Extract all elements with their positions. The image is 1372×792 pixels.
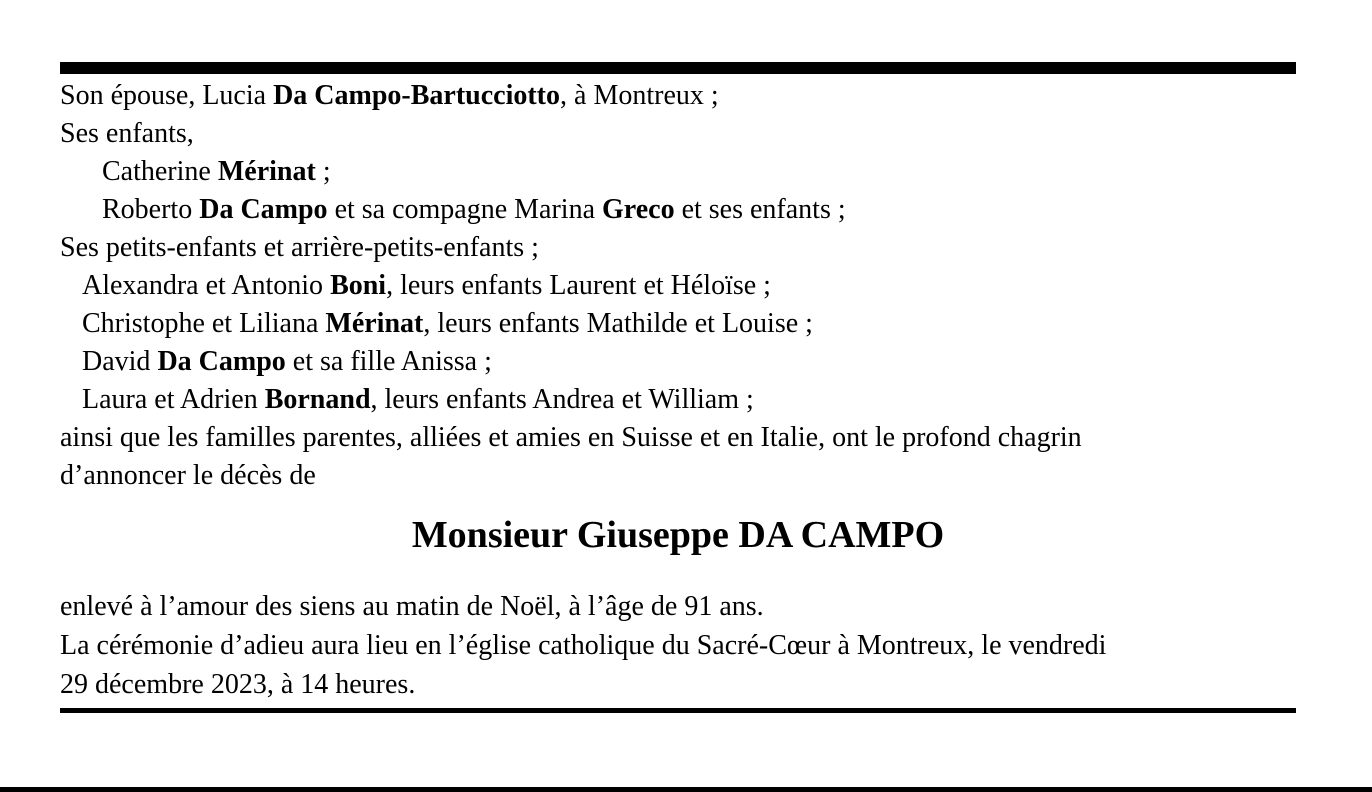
text-segment: Ses petits-enfants et arrière-petits-enfants ;	[60, 232, 539, 263]
text-segment: Roberto	[102, 194, 200, 225]
text-line	[60, 626, 1296, 665]
family-name-bold-segment: Boni	[330, 270, 387, 301]
text-segment: et sa compagne Marina	[327, 194, 603, 225]
text-segment: Alexandra et Antonio	[82, 270, 331, 301]
family-name-bold-segment: Greco	[602, 194, 675, 225]
family-name-bold-segment: Mérinat	[217, 156, 316, 187]
text-segment: Laura et Adrien	[82, 384, 265, 415]
text-segment: d’annoncer le décès de	[60, 460, 316, 491]
text-segment: , leurs enfants Andrea et William ;	[370, 384, 754, 415]
text-line	[60, 381, 1296, 419]
text-line	[60, 115, 1296, 153]
obituary-content	[60, 0, 1296, 713]
text-segment: David	[82, 346, 158, 377]
text-segment: Christophe et Liliana	[82, 308, 326, 339]
text-line	[60, 153, 1296, 191]
text-line	[60, 305, 1296, 343]
text-segment: Ses enfants,	[60, 118, 194, 149]
text-segment: et ses enfants ;	[674, 194, 846, 225]
text-segment: ainsi que les familles parentes, alliées et amies en Suisse et en Italie, ont le profond chagrin	[60, 422, 1082, 453]
family-name-bold-segment: Da Campo-Bartucciotto	[273, 80, 561, 111]
text-segment: Son épouse, Lucia	[60, 80, 274, 111]
text-segment: et sa fille Anissa ;	[285, 346, 492, 377]
family-name-bold-segment: Da Campo	[157, 346, 286, 377]
text-line	[60, 343, 1296, 381]
text-segment: , à Montreux ;	[560, 80, 719, 111]
top-rule	[60, 62, 1296, 74]
text-segment: La cérémonie d’adieu aura lieu en l’église catholique du Sacré-Cœur à Montreux, le vendredi	[60, 630, 1107, 661]
text-line	[60, 457, 1296, 495]
text-line	[60, 665, 1296, 704]
text-line	[60, 587, 1296, 626]
text-line	[60, 191, 1296, 229]
text-line	[60, 77, 1296, 115]
bottom-rule	[60, 708, 1296, 713]
text-segment: 29 décembre 2023, à 14 heures.	[60, 669, 416, 700]
text-segment: , leurs enfants Mathilde et Louise ;	[423, 308, 813, 339]
family-name-bold-segment: Bornand	[264, 384, 371, 415]
text-line	[60, 229, 1296, 267]
closing-text	[60, 587, 1296, 704]
text-line	[60, 419, 1296, 457]
family-name-bold-segment: Mérinat	[325, 308, 424, 339]
family-name-bold-segment: Da Campo	[199, 194, 328, 225]
text-segment: enlevé à l’amour des siens au matin de Noël, à l’âge de 91 ans.	[60, 591, 764, 622]
text-line	[60, 267, 1296, 305]
text-segment: , leurs enfants Laurent et Héloïse ;	[386, 270, 771, 301]
page-bottom-edge-bar	[0, 787, 1372, 792]
text-segment: ;	[315, 156, 331, 187]
text-segment: Catherine	[102, 156, 218, 187]
family-list	[60, 77, 1296, 495]
deceased-name-title: Monsieur Giuseppe DA CAMPO	[411, 514, 945, 556]
